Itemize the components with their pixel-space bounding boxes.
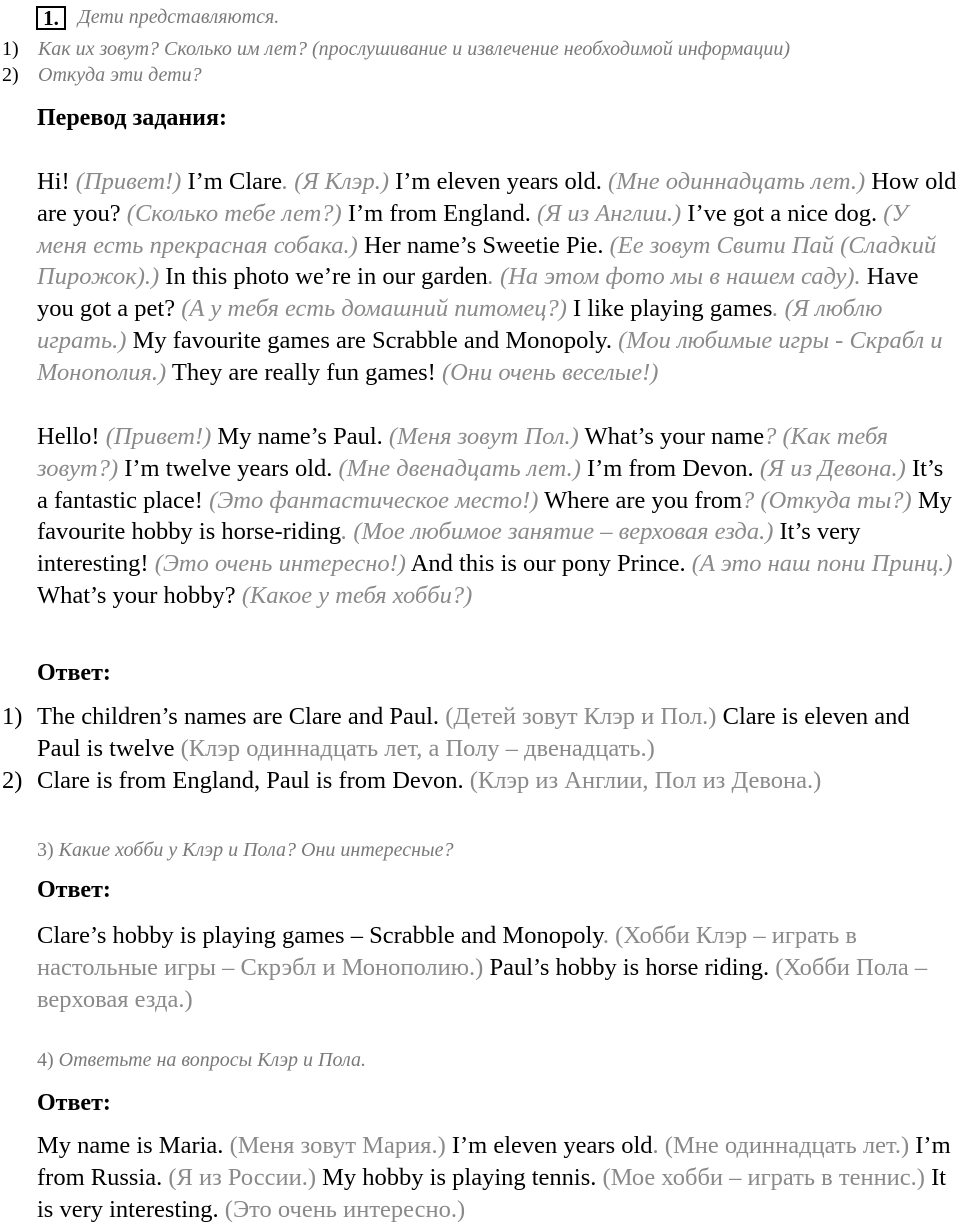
translation-text: (Привет!) bbox=[105, 423, 212, 450]
english-text: I’ve got a nice dog. bbox=[681, 199, 884, 227]
translation-text: . (Я Клэр.) bbox=[282, 168, 389, 195]
translation-heading: Перевод задания: bbox=[37, 105, 227, 131]
question-number: 3) bbox=[37, 839, 54, 861]
task-question-1 bbox=[0, 36, 790, 62]
translation-text: (А это наш пони Принц.) bbox=[691, 550, 953, 578]
question-text: Как их зовут? Сколько им лет? (прослушивание и извлечение необходимой информации) bbox=[38, 38, 791, 60]
translation-text: (Это очень интересно.) bbox=[224, 1195, 466, 1223]
translation-text: (Клэр из Англии, Пол из Девона.) bbox=[469, 767, 822, 794]
question-text: Ответьте на вопросы Клэр и Пола. bbox=[58, 1049, 366, 1071]
translation-text: (Мне одиннадцать лет.) bbox=[608, 168, 866, 195]
answer-text bbox=[37, 701, 957, 765]
english-text: Her name’s Sweetie Pie. bbox=[357, 231, 610, 259]
translation-text: (Я из Англии.) bbox=[537, 199, 682, 227]
question-number: 2) bbox=[2, 64, 19, 86]
english-text: They are really fun games! bbox=[166, 358, 442, 386]
english-text: I’m from Russia. bbox=[37, 1132, 951, 1191]
translation-text: (Клэр одиннадцать лет, а Полу – двенадцать.) bbox=[180, 734, 655, 762]
task-number: 1. bbox=[36, 6, 66, 30]
answer-3-text bbox=[37, 920, 957, 1015]
translation-text: (Хобби Пола – верховая езда.) bbox=[37, 953, 928, 1013]
task-title: Дети представляются. bbox=[78, 6, 280, 28]
english-text: Paul’s hobby is horse riding. bbox=[483, 953, 776, 981]
question-text: Откуда эти дети? bbox=[38, 64, 202, 86]
translation-text: (Ее зовут Свити Пай (Сладкий Пирожок).) bbox=[37, 231, 937, 291]
english-text: The children’s names are Clare and Paul. bbox=[37, 703, 446, 730]
english-text: I’m eleven years old. bbox=[388, 168, 609, 195]
english-text: I’m from England. bbox=[341, 199, 537, 227]
english-text: In this photo we’re in our garden bbox=[159, 263, 488, 291]
english-text: I’m from Devon. bbox=[580, 454, 760, 482]
answer-4-text bbox=[37, 1130, 957, 1225]
english-text: My hobby is playing tennis. bbox=[316, 1163, 603, 1191]
english-text: It’s very interesting! bbox=[37, 518, 861, 578]
question-4 bbox=[37, 1047, 366, 1073]
english-text: My favourite games are Scrabble and Monopoly. bbox=[126, 326, 619, 354]
english-text: Clare is from England, Paul is from Devon. bbox=[37, 767, 470, 794]
translation-text: (Меня зовут Пол.) bbox=[388, 423, 579, 450]
english-text: What’s your name bbox=[578, 423, 765, 450]
translation-text: (Какое у тебя хобби?) bbox=[241, 581, 473, 609]
translation-text: (Привет!) bbox=[75, 168, 182, 195]
translation-text: (Мне двенадцать лет.) bbox=[338, 454, 581, 482]
answer-heading-3: Ответ: bbox=[37, 877, 111, 903]
english-text: How old are you? bbox=[37, 168, 957, 227]
english-text: I’m twelve years old. bbox=[118, 454, 339, 482]
paul-text bbox=[37, 421, 957, 612]
translation-text: . (Хобби Клэр – играть в настольные игры – Скрэбл и Монополию.) bbox=[37, 922, 857, 981]
answer-heading-1: Ответ: bbox=[37, 660, 111, 686]
translation-text: . (На этом фото мы в нашем саду). bbox=[487, 263, 861, 291]
translation-text: (Сколько тебе лет?) bbox=[126, 199, 342, 227]
answer-number: 2) bbox=[2, 767, 23, 794]
translation-text: (Мое хобби – играть в теннис.) bbox=[602, 1163, 925, 1191]
english-text: I like playing games bbox=[566, 295, 773, 323]
translation-text: (Это фантастическое место!) bbox=[209, 486, 539, 514]
question-number: 1) bbox=[2, 38, 19, 60]
clare-text bbox=[37, 166, 957, 389]
translation-text: . (Мое любимое занятие – верховая езда.) bbox=[341, 518, 774, 546]
english-text: My name’s Paul. bbox=[211, 423, 389, 450]
english-text: It’s a fantastic place! bbox=[37, 454, 944, 514]
english-text: Have you got a pet? bbox=[37, 263, 919, 323]
translation-text: (У меня есть прекрасная собака.) bbox=[37, 199, 908, 259]
answer-text bbox=[37, 765, 957, 797]
english-text: My name is Maria. bbox=[37, 1132, 230, 1159]
english-text: My favourite hobby is horse-riding bbox=[37, 486, 952, 546]
english-text: I’m Clare bbox=[181, 168, 283, 195]
question-text: Какие хобби у Клэр и Пола? Они интересные? bbox=[58, 839, 454, 861]
english-text: I’m eleven years old bbox=[445, 1132, 653, 1159]
english-text: And this is our pony Prince. bbox=[405, 550, 692, 578]
translation-text: (Это очень интересно!) bbox=[154, 550, 406, 578]
question-number: 4) bbox=[37, 1049, 54, 1071]
english-text: Hi! bbox=[37, 168, 76, 195]
translation-text: (Детей зовут Клэр и Пол.) bbox=[445, 703, 717, 730]
answer-heading-4: Ответ: bbox=[37, 1090, 111, 1116]
english-text: Hello! bbox=[37, 423, 106, 450]
translation-text: . (Я люблю играть.) bbox=[37, 295, 883, 354]
translation-text: ? (Откуда ты?) bbox=[742, 486, 912, 514]
task-question-2 bbox=[0, 62, 202, 88]
translation-text: (Я из Девона.) bbox=[759, 454, 906, 482]
english-text: What’s your hobby? bbox=[37, 581, 242, 609]
translation-text: (Меня зовут Мария.) bbox=[229, 1132, 446, 1159]
translation-text: . (Мне одиннадцать лет.) bbox=[652, 1132, 910, 1159]
translation-text: ? (Как тебя зовут?) bbox=[37, 423, 889, 482]
answer-item-2 bbox=[0, 765, 957, 797]
translation-text: (Мои любимые игры - Скрабл и Монополия.) bbox=[37, 326, 943, 386]
translation-text: (Они очень веселые!) bbox=[441, 358, 659, 386]
english-text: Clare’s hobby is playing games – Scrabble and Monopoly bbox=[37, 922, 603, 949]
answer-number: 1) bbox=[2, 703, 23, 730]
answer-item-1 bbox=[0, 701, 957, 765]
question-3 bbox=[37, 837, 453, 863]
english-text: It is very interesting. bbox=[37, 1163, 947, 1223]
translation-text: (А у тебя есть домашний питомец?) bbox=[181, 295, 567, 323]
english-text: Where are you from bbox=[538, 486, 743, 514]
translation-text: (Я из России.) bbox=[168, 1163, 317, 1191]
english-text: Clare is eleven and Paul is twelve bbox=[37, 703, 910, 762]
